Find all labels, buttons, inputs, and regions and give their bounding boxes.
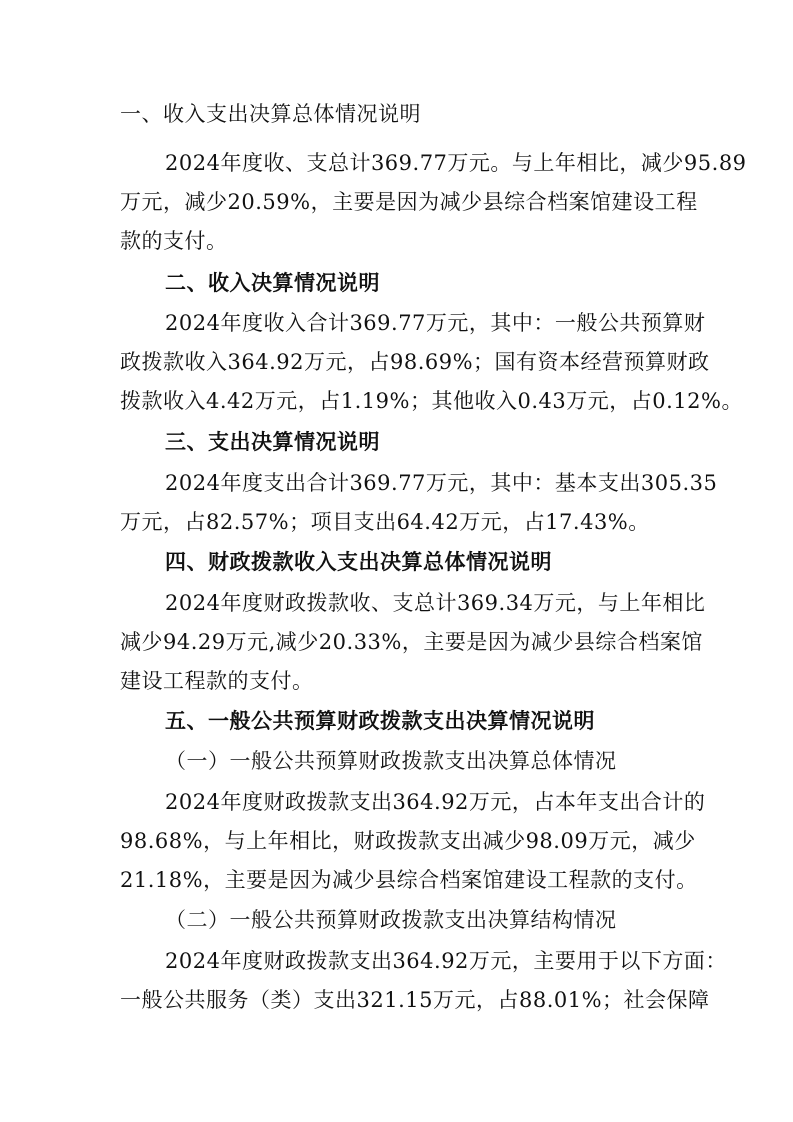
subsection-heading-2: （二）一般公共预算财政拨款支出决算结构情况	[165, 908, 617, 932]
paragraph-line: 2024年度支出合计369.77万元，其中：基本支出305.35	[165, 471, 718, 495]
section-heading-1: 一、收入支出决算总体情况说明	[120, 102, 421, 126]
paragraph-line: 建设工程款的支付。	[120, 669, 314, 693]
paragraph-line: 政拨款收入364.92万元，占98.69%；国有资本经营预算财政	[120, 350, 710, 374]
paragraph-line: 减少94.29万元,减少20.33%，主要是因为减少县综合档案馆	[120, 630, 703, 654]
section-heading-4: 四、财政拨款收入支出决算总体情况说明	[165, 549, 552, 574]
paragraph-line: 拨款收入4.42万元，占1.19%；其他收入0.43万元，占0.12%。	[120, 389, 743, 413]
paragraph-line: 21.18%，主要是因为减少县综合档案馆建设工程款的支付。	[120, 868, 698, 892]
paragraph-line: 一般公共服务（类）支出321.15万元，占88.01%；社会保障	[120, 988, 710, 1012]
subsection-heading-1: （一）一般公共预算财政拨款支出决算总体情况	[165, 749, 617, 773]
section-heading-3: 三、支出决算情况说明	[165, 429, 380, 454]
paragraph-line: 万元，占82.57%；项目支出64.42万元，占17.43%。	[120, 510, 650, 534]
paragraph-line: 款的支付。	[120, 229, 228, 253]
section-heading-2: 二、收入决算情况说明	[165, 270, 380, 295]
paragraph-line: 2024年度收入合计369.77万元，其中：一般公共预算财	[165, 311, 706, 335]
paragraph-line: 2024年度财政拨款收、支总计369.34万元，与上年相比	[165, 591, 706, 615]
paragraph-line: 2024年度收、支总计369.77万元。与上年相比，减少95.89	[165, 151, 747, 175]
paragraph-line: 万元，减少20.59%，主要是因为减少县综合档案馆建设工程	[120, 190, 698, 214]
section-heading-5: 五、一般公共预算财政拨款支出决算情况说明	[165, 708, 595, 733]
paragraph-line: 2024年度财政拨款支出364.92万元，主要用于以下方面：	[165, 949, 727, 973]
paragraph-line: 2024年度财政拨款支出364.92万元，占本年支出合计的	[165, 790, 706, 814]
paragraph-line: 98.68%，与上年相比，财政拨款支出减少98.09万元，减少	[120, 829, 696, 853]
